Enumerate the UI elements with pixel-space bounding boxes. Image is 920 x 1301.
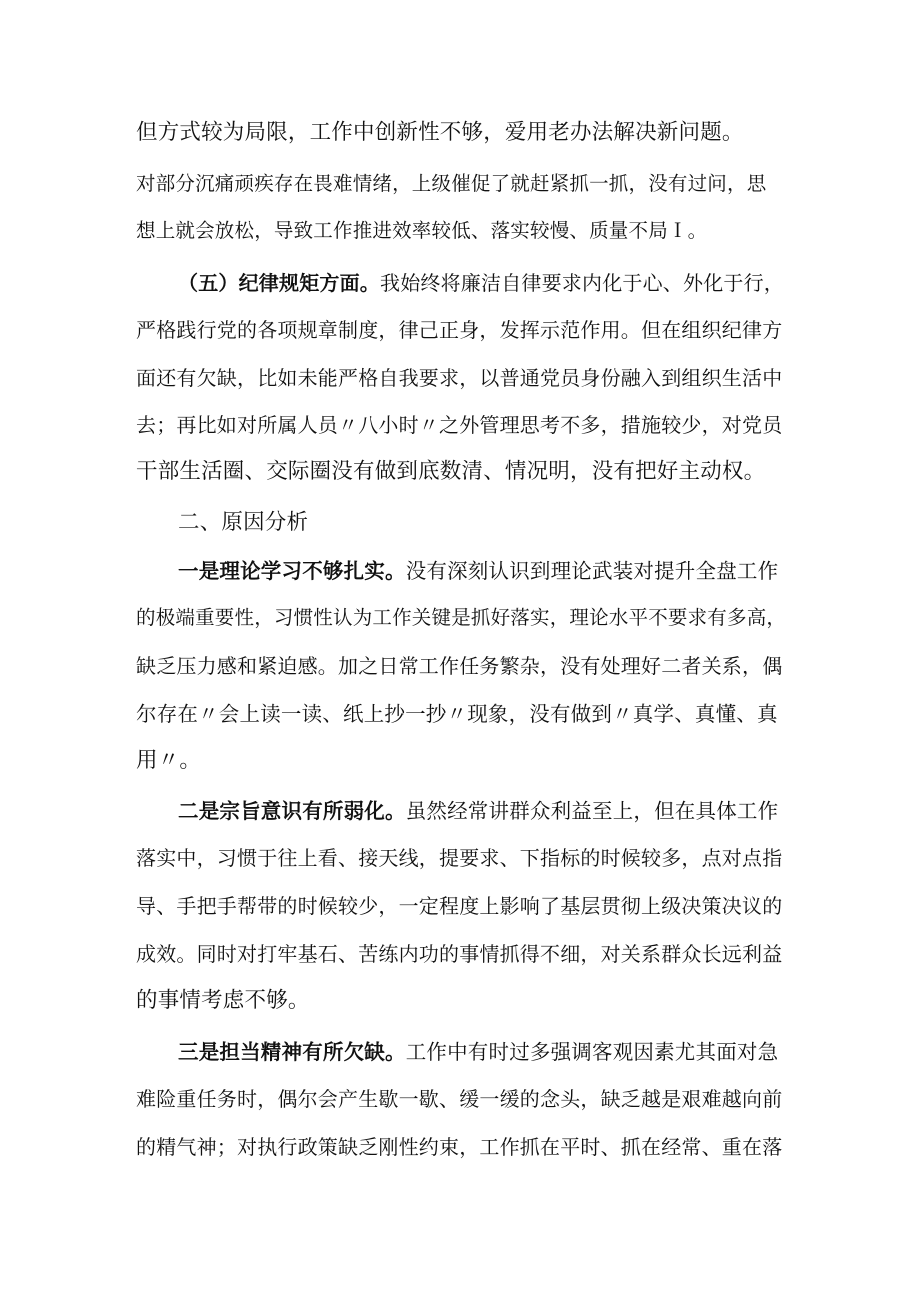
cause-heading: 二是宗旨意识有所弱化。 [178,799,406,823]
text-line: 的极端重要性，习惯性认为工作关键是抓好落实，理论水平不要求有多高， [136,606,787,629]
text-line: 但方式较为局限，工作中创新性不够，爱用老办法解决新问题。 [136,120,744,145]
section-heading: （五）纪律规矩方面。 [178,271,380,295]
text-run: 没有深刻认识到理论武装对提升全盘工作 [405,559,779,583]
section-title: 二、原因分析 [178,510,309,535]
text-line: 缺乏压力感和紧迫感。加之日常工作任务繁杂，没有处理好二者关系，偶 [136,654,783,678]
text-run: 工作中有时过多强调客观因素尤其面对急 [405,1040,779,1064]
paragraph-discipline-first-line [178,268,786,298]
text-line: 导、手把手帮带的时候较少，一定程度上影响了基层贯彻上级决策决议的 [136,894,783,918]
text-line: 用〃。 [136,748,202,773]
text-run: 虽然经常讲群众利益至上，但在具体工作 [405,799,779,823]
text-line: 严格践行党的各项规章制度，律己正身，发挥示范作用。但在组织纪律方 [136,318,783,342]
text-line: 落实中，习惯于往上看、接天线，提要求、下指标的时候较多，点对点指 [136,846,783,870]
paragraph-cause-3-first-line [178,1037,786,1067]
text-line: 想上就会放松，导致工作推进效率较低、落实较慢、质量不局Ｉ。 [136,219,708,242]
cause-heading: 一是理论学习不够扎实。 [178,559,406,583]
text-line: 的事情考虑不够。 [136,988,310,1013]
text-line: 难险重任务时，偶尔会产生歇一歇、缓一缓的念头，缺乏越是艰难越向前 [136,1087,783,1111]
text-line: 成效。同时对打牢基石、苦练内功的事情抓得不细，对关系群众长远利益 [136,942,783,966]
cause-heading: 三是担当精神有所欠缺。 [178,1040,406,1064]
paragraph-cause-2-first-line [178,796,786,826]
text-line: 对部分沉痛顽疾存在畏难情绪，上级催促了就赶紧抓一抓，没有过问，思 [136,172,767,195]
text-line: 干部生活圈、交际圈没有做到底数清、情况明，没有把好主动权。 [136,459,766,484]
text-line: 去；再比如对所属人员〃八小时〃之外管理思考不多，措施较少，对党员 [136,413,783,437]
text-line: 尔存在〃会上读一读、纸上抄一抄〃现象，没有做到〃真学、真懂、真 [136,702,778,726]
paragraph-cause-1-first-line [178,556,786,586]
text-line: 的精气神；对执行政策缺乏刚性约束，工作抓在平时、抓在经常、重在落 [136,1135,783,1159]
text-run: 我始终将廉洁自律要求内化于心、外化于行， [380,271,784,295]
text-line: 面还有欠缺，比如未能严格自我要求，以普通党员身份融入到组织生活中 [136,366,783,390]
